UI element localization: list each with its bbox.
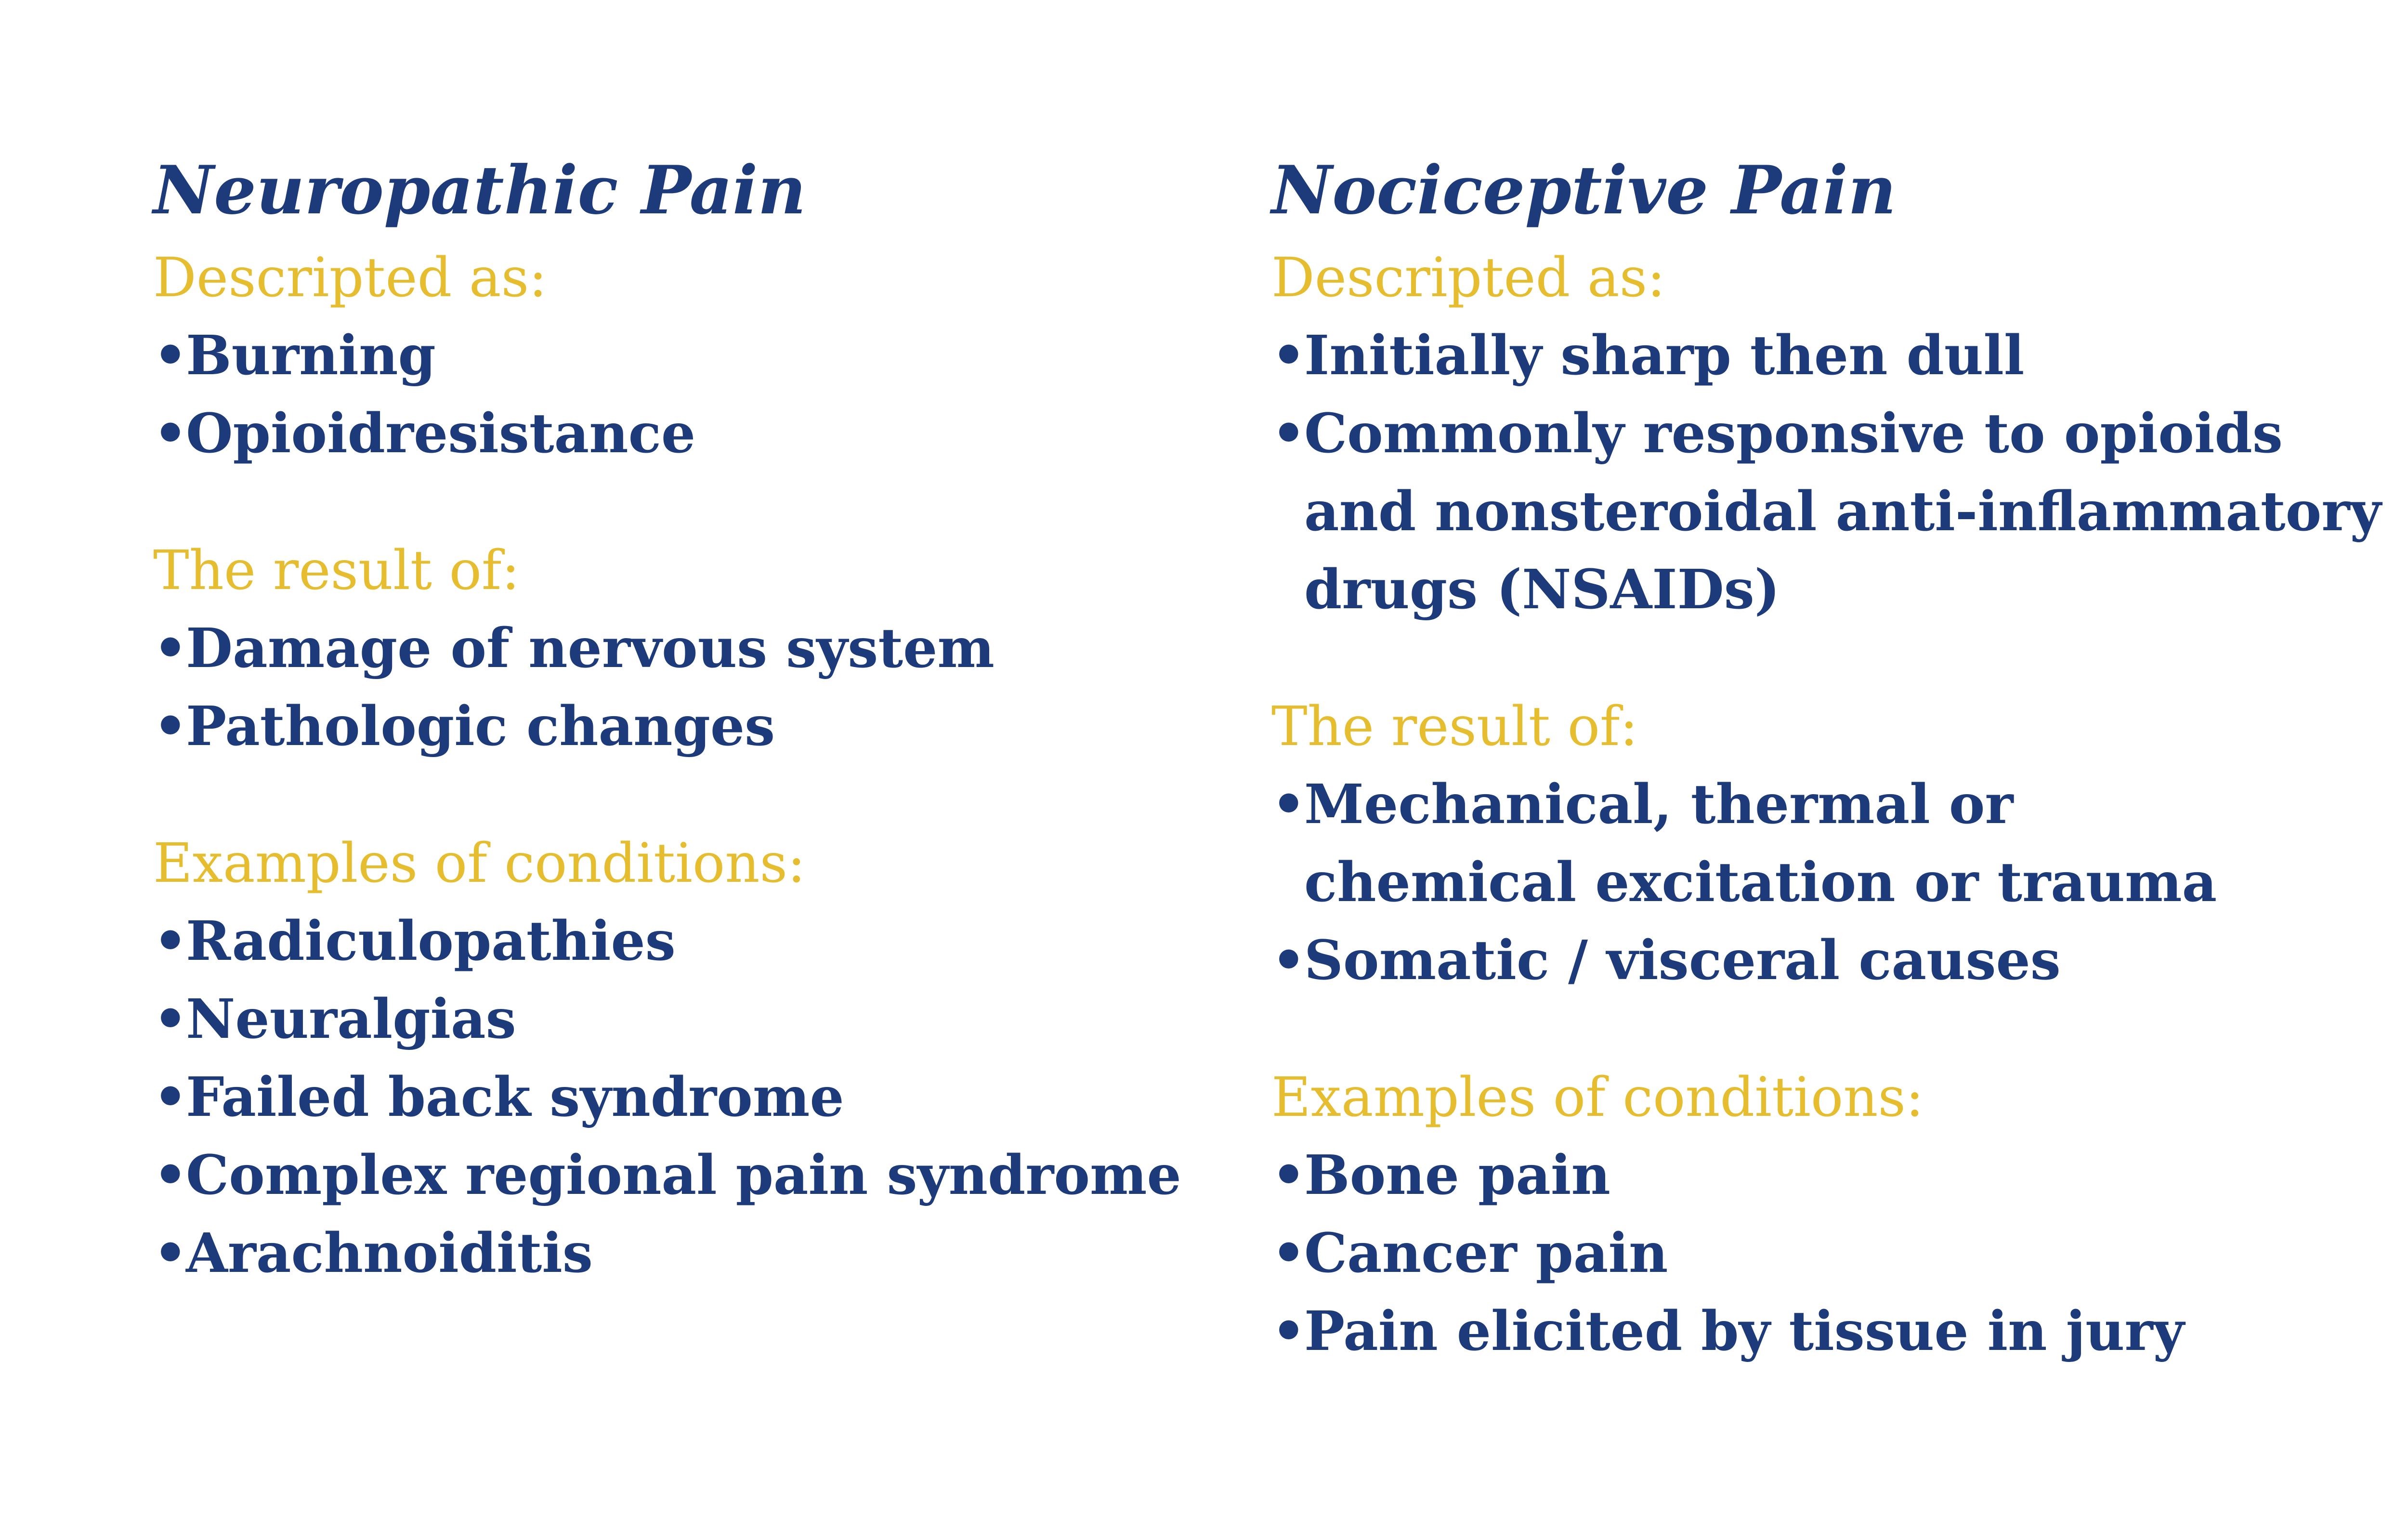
- section-heading: The result of:: [1271, 695, 1638, 758]
- section-heading: Examples of conditions:: [1271, 1066, 1924, 1129]
- bullet-icon: •: [1271, 773, 1306, 836]
- bullet-icon: •: [1271, 929, 1306, 992]
- section-heading: The result of:: [153, 539, 520, 602]
- bullet-icon: •: [1271, 1144, 1306, 1207]
- list-item: • Radiculopathies: [153, 903, 1213, 981]
- descripted-as-section: [1271, 239, 2382, 629]
- list-item: • Pain elicited by tissue in jury: [1271, 1293, 2379, 1371]
- section-heading: Examples of conditions:: [153, 832, 806, 895]
- list-item: • Mechanical, thermal or chemical excitation or trauma: [1271, 766, 2379, 922]
- bullet-icon: •: [153, 402, 188, 465]
- bullet-icon: •: [153, 988, 188, 1051]
- list-item: • Burning: [153, 317, 1213, 395]
- bullet-icon: •: [153, 1144, 188, 1207]
- list-item: • Failed back syndrome: [153, 1059, 1213, 1137]
- bullet-icon: •: [153, 910, 188, 973]
- bullet-icon: •: [1271, 324, 1306, 387]
- bullet-icon: •: [153, 695, 188, 758]
- list-item: • Complex regional pain syndrome: [153, 1137, 1213, 1215]
- list-item: • Damage of nervous system: [153, 610, 1213, 688]
- bullet-icon: •: [153, 1222, 188, 1285]
- examples-section: [1271, 1059, 2379, 1371]
- bullet-icon: •: [153, 324, 188, 387]
- bullet-icon: •: [153, 617, 188, 680]
- examples-section: [153, 824, 1213, 1293]
- list-item: • Opioidresistance: [153, 395, 1213, 473]
- section-heading: Descripted as:: [153, 247, 547, 309]
- neuropathic-pain-column: [153, 144, 1213, 1293]
- list-item: • Neuralgias: [153, 981, 1213, 1059]
- nociceptive-pain-column: [1271, 144, 2382, 1371]
- list-item: • Arachnoiditis: [153, 1215, 1213, 1293]
- result-of-section: [153, 532, 1213, 766]
- list-item: • Initially sharp then dull: [1271, 317, 2379, 395]
- list-item: • Commonly responsive to opioids and nonsteroidal anti-inflammatory drugs (NSAIDs): [1271, 395, 2379, 629]
- list-item: • Somatic / visceral causes: [1271, 922, 2379, 1000]
- result-of-section: [1271, 688, 2379, 1000]
- list-item: • Bone pain: [1271, 1137, 2379, 1215]
- bullet-icon: •: [1271, 402, 1306, 465]
- column-title: Nociceptive Pain: [1271, 151, 1897, 229]
- descripted-as-section: [153, 239, 1213, 473]
- list-item: • Cancer pain: [1271, 1215, 2379, 1293]
- list-item: • Pathologic changes: [153, 688, 1213, 766]
- bullet-icon: •: [1271, 1222, 1306, 1285]
- bullet-icon: •: [1271, 1300, 1306, 1363]
- bullet-icon: •: [153, 1066, 188, 1129]
- section-heading: Descripted as:: [1271, 247, 1665, 309]
- column-title: Neuropathic Pain: [153, 151, 806, 229]
